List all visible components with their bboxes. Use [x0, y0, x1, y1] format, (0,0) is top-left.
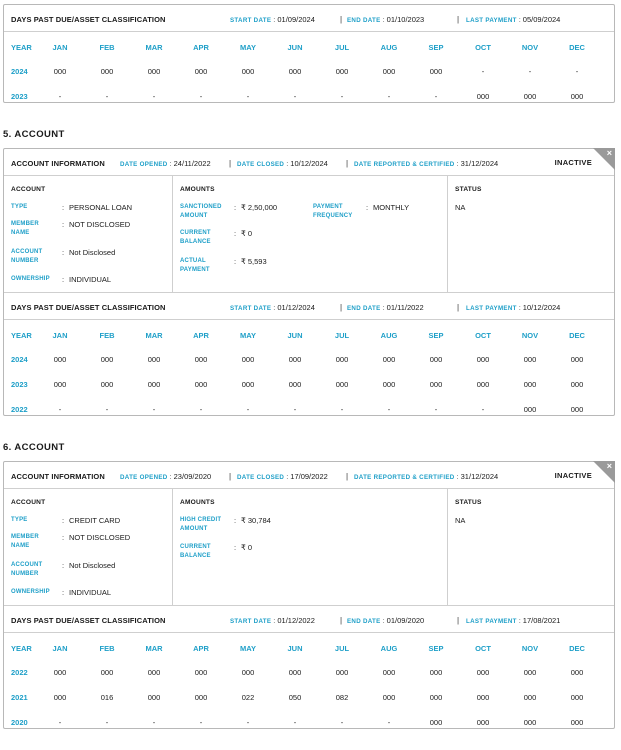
- date-opened-label: DATE OPENED: [120, 474, 168, 481]
- month-label: NOV: [521, 331, 539, 340]
- month-label: OCT: [475, 331, 491, 340]
- dpd-grid: [4, 633, 614, 728]
- amounts-column-title: AMOUNTS: [180, 499, 215, 506]
- end-date-label: END DATE: [347, 618, 381, 625]
- year-label: 2024: [11, 67, 28, 76]
- type-value: CREDIT CARD: [69, 516, 121, 525]
- sanctioned-amount-value: ₹ 2,50,000: [241, 203, 278, 212]
- dpd-cell: 000: [100, 668, 114, 677]
- dpd-cell: 000: [335, 355, 349, 364]
- dpd-cell: 000: [194, 668, 208, 677]
- dpd-cell: -: [152, 718, 156, 727]
- dpd-cell: 000: [335, 67, 349, 76]
- dpd-title: DAYS PAST DUE/ASSET CLASSIFICATION: [11, 15, 166, 24]
- member-name-value: NOT DISCLOSED: [69, 220, 131, 229]
- account-details: ACCOUNT AMOUNTS STATUS TYPE : CREDIT CARD MEMBER NAME : NOT DISCLOSED ACCOUNT NUMBER : Not Disclosed OWNERSHIP : INDIVIDUAL HIGH CREDIT AMOUNT : ₹ 30,784 CURRENT BALANCE : ₹ 0 NA: [4, 489, 614, 606]
- month-label: OCT: [475, 644, 491, 653]
- top-dpd-card: [3, 4, 615, 103]
- month-label: NOV: [521, 644, 539, 653]
- month-label: APR: [193, 43, 209, 52]
- date-closed-value: 17/09/2022: [290, 472, 328, 481]
- account-info-header: ACCOUNT INFORMATION DATE OPENED : 23/09/2020 | DATE CLOSED : 17/09/2022 | DATE REPORTED & CERTIFIED : 31/12/2024 INACTIVE: [4, 462, 614, 489]
- year-label: 2022: [11, 405, 28, 414]
- end-date: END DATE : 01/11/2022: [347, 303, 424, 312]
- dpd-year-row: [4, 668, 614, 682]
- dpd-cell: 000: [476, 693, 490, 702]
- year-label: 2023: [11, 92, 28, 101]
- dpd-cell: 082: [335, 693, 349, 702]
- dpd-cell: -: [58, 92, 62, 101]
- dpd-cell: -: [434, 405, 438, 414]
- date-opened: DATE OPENED : 23/09/2020: [120, 472, 212, 481]
- dpd-cell: -: [528, 67, 532, 76]
- month-label: JAN: [52, 43, 68, 52]
- account-6-title: 6. ACCOUNT: [3, 442, 65, 453]
- year-label: 2022: [11, 668, 28, 677]
- month-label: AUG: [380, 43, 398, 52]
- date-reported-value: 31/12/2024: [460, 159, 499, 168]
- current-balance-value: ₹ 0: [241, 229, 253, 238]
- last-payment-value: 05/09/2024: [522, 15, 561, 24]
- dpd-cell: 000: [241, 67, 255, 76]
- start-date-label: START DATE: [230, 305, 272, 312]
- month-label: MAY: [240, 331, 256, 340]
- dpd-cell: 000: [147, 693, 161, 702]
- account-5-title: 5. ACCOUNT: [3, 129, 65, 140]
- last-payment: LAST PAYMENT : 05/09/2024: [466, 15, 561, 24]
- last-payment-label: LAST PAYMENT: [466, 618, 517, 625]
- dpd-cell: -: [246, 718, 250, 727]
- month-label: MAR: [145, 331, 163, 340]
- month-header-row: [4, 644, 614, 658]
- dpd-cell: 000: [570, 693, 584, 702]
- dpd-year-row: [4, 67, 614, 81]
- dpd-cell: 000: [100, 67, 114, 76]
- dpd-cell: -: [199, 405, 203, 414]
- month-label: DEC: [569, 331, 585, 340]
- dpd-cell: 000: [476, 668, 490, 677]
- dpd-cell: 000: [288, 668, 302, 677]
- month-label: MAR: [145, 644, 163, 653]
- dpd-cell: -: [340, 405, 344, 414]
- dpd-header: DAYS PAST DUE/ASSET CLASSIFICATION START DATE : 01/09/2024 | END DATE : 01/10/2023 | LAST PAYMENT : 05/09/2024: [4, 5, 614, 32]
- month-label: MAY: [240, 43, 256, 52]
- dpd-cell: 000: [476, 92, 490, 101]
- dpd-title: DAYS PAST DUE/ASSET CLASSIFICATION: [11, 303, 166, 312]
- last-payment-label: LAST PAYMENT: [466, 17, 517, 24]
- start-date-value: 01/12/2022: [277, 616, 315, 625]
- month-label: YEAR: [11, 331, 32, 340]
- dpd-year-row: [4, 92, 614, 106]
- month-label: FEB: [99, 331, 115, 340]
- dpd-cell: 000: [288, 355, 302, 364]
- dpd-cell: -: [293, 405, 297, 414]
- month-label: OCT: [475, 43, 491, 52]
- dpd-cell: 000: [523, 668, 537, 677]
- account-info-title: ACCOUNT INFORMATION: [11, 159, 105, 168]
- current-balance-value: ₹ 0: [241, 543, 253, 552]
- end-date: END DATE : 01/10/2023: [347, 15, 425, 24]
- start-date-label: START DATE: [230, 618, 272, 625]
- month-label: FEB: [99, 43, 115, 52]
- month-label: AUG: [380, 331, 398, 340]
- dpd-cell: 000: [241, 355, 255, 364]
- status-column-title: STATUS: [455, 499, 482, 506]
- dpd-cell: 022: [241, 693, 255, 702]
- end-date-label: END DATE: [347, 305, 381, 312]
- dpd-cell: 000: [476, 380, 490, 389]
- date-opened-value: 24/11/2022: [173, 159, 211, 168]
- dpd-year-row: [4, 718, 614, 732]
- account-5-card: [3, 148, 615, 416]
- dpd-cell: -: [199, 718, 203, 727]
- dpd-cell: 000: [429, 67, 443, 76]
- account-info-title: ACCOUNT INFORMATION: [11, 472, 105, 481]
- dpd-cell: 000: [147, 355, 161, 364]
- end-date-value: 01/11/2022: [386, 303, 424, 312]
- account-info-header: ACCOUNT INFORMATION DATE OPENED : 24/11/2022 | DATE CLOSED : 10/12/2024 | DATE REPORTED & CERTIFIED : 31/12/2024 INACTIVE: [4, 149, 614, 176]
- dpd-cell: 000: [570, 405, 584, 414]
- date-closed: DATE CLOSED : 10/12/2024: [237, 159, 328, 168]
- year-label: 2021: [11, 693, 28, 702]
- dpd-cell: 000: [100, 355, 114, 364]
- end-date-label: END DATE: [347, 17, 381, 24]
- dpd-cell: 000: [241, 380, 255, 389]
- date-reported-value: 31/12/2024: [460, 472, 499, 481]
- account-column-title: ACCOUNT: [11, 499, 46, 506]
- end-date-value: 01/09/2020: [386, 616, 425, 625]
- dpd-cell: 000: [53, 355, 67, 364]
- date-opened: DATE OPENED : 24/11/2022: [120, 159, 211, 168]
- date-opened-value: 23/09/2020: [173, 472, 212, 481]
- dpd-cell: 000: [429, 693, 443, 702]
- month-label: APR: [193, 331, 209, 340]
- dpd-cell: -: [293, 718, 297, 727]
- month-label: FEB: [99, 644, 115, 653]
- dpd-year-row: [4, 693, 614, 707]
- dpd-cell: 000: [382, 693, 396, 702]
- dpd-cell: 000: [523, 380, 537, 389]
- month-label: MAY: [240, 644, 256, 653]
- month-label: JUN: [287, 43, 303, 52]
- dpd-cell: 000: [241, 668, 255, 677]
- dpd-cell: 000: [335, 380, 349, 389]
- dpd-year-row: [4, 355, 614, 369]
- dpd-cell: -: [105, 92, 109, 101]
- dpd-cell: -: [293, 92, 297, 101]
- date-reported: DATE REPORTED & CERTIFIED : 31/12/2024: [354, 472, 499, 481]
- dpd-cell: 000: [53, 380, 67, 389]
- dpd-cell: -: [199, 92, 203, 101]
- dpd-cell: 000: [194, 693, 208, 702]
- dpd-cell: -: [246, 92, 250, 101]
- status-badge: INACTIVE: [554, 158, 592, 167]
- account-number-value: Not Disclosed: [69, 248, 116, 257]
- date-opened-label: DATE OPENED: [120, 161, 168, 168]
- month-label: SEP: [428, 331, 444, 340]
- dpd-cell: -: [105, 718, 109, 727]
- dpd-cell: 000: [429, 355, 443, 364]
- dpd-cell: 000: [429, 718, 443, 727]
- account-details: ACCOUNT AMOUNTS STATUS TYPE : PERSONAL LOAN MEMBER NAME : NOT DISCLOSED ACCOUNT NUMBER : Not Disclosed OWNERSHIP : INDIVIDUAL SANCTIONED AMOUNT : ₹ 2,50,000 CURRENT BALANCE : ₹ 0 ACTUAL PAYMENT : ₹ 5,593 PAYMENT FREQUENCY : MONTHLY NA: [4, 176, 614, 293]
- start-date: START DATE : 01/12/2024: [230, 303, 315, 312]
- end-date: END DATE : 01/09/2020: [347, 616, 425, 625]
- date-closed-label: DATE CLOSED: [237, 161, 285, 168]
- last-payment-value: 10/12/2024: [522, 303, 561, 312]
- dpd-cell: -: [481, 67, 485, 76]
- month-label: DEC: [569, 43, 585, 52]
- month-label: JUL: [334, 331, 350, 340]
- dpd-cell: 000: [382, 67, 396, 76]
- account-column-title: ACCOUNT: [11, 186, 46, 193]
- dpd-cell: -: [387, 405, 391, 414]
- dpd-cell: -: [58, 718, 62, 727]
- month-label: YEAR: [11, 644, 32, 653]
- dpd-cell: 000: [429, 668, 443, 677]
- month-label: AUG: [380, 644, 398, 653]
- status-column-title: STATUS: [455, 186, 482, 193]
- dpd-cell: 000: [570, 355, 584, 364]
- date-closed: DATE CLOSED : 17/09/2022: [237, 472, 328, 481]
- month-label: YEAR: [11, 43, 32, 52]
- dpd-cell: 050: [288, 693, 302, 702]
- dpd-cell: 000: [382, 668, 396, 677]
- date-reported-label: DATE REPORTED & CERTIFIED: [354, 161, 455, 168]
- month-header-row: [4, 43, 614, 57]
- ownership-value: INDIVIDUAL: [69, 275, 112, 284]
- dpd-year-row: [4, 380, 614, 394]
- month-header-row: [4, 331, 614, 345]
- close-icon[interactable]: ×: [606, 148, 612, 158]
- dpd-cell: 000: [53, 693, 67, 702]
- month-label: JAN: [52, 331, 68, 340]
- date-reported: DATE REPORTED & CERTIFIED : 31/12/2024: [354, 159, 499, 168]
- dpd-cell: 000: [570, 380, 584, 389]
- last-payment: LAST PAYMENT : 17/08/2021: [466, 616, 561, 625]
- start-date-value: 01/12/2024: [277, 303, 315, 312]
- dpd-cell: 000: [194, 380, 208, 389]
- dpd-cell: -: [481, 405, 485, 414]
- start-date: START DATE : 01/12/2022: [230, 616, 315, 625]
- dpd-cell: -: [575, 67, 579, 76]
- month-label: SEP: [428, 644, 444, 653]
- status-value: NA: [455, 516, 466, 525]
- account-number-value: Not Disclosed: [69, 561, 116, 570]
- start-date-label: START DATE: [230, 17, 272, 24]
- dpd-cell: 000: [523, 718, 537, 727]
- dpd-cell: 000: [523, 405, 537, 414]
- dpd-cell: 000: [53, 668, 67, 677]
- dpd-cell: 000: [523, 693, 537, 702]
- close-icon[interactable]: ×: [606, 461, 612, 471]
- dpd-header: DAYS PAST DUE/ASSET CLASSIFICATION START DATE : 01/12/2022 | END DATE : 01/09/2020 | LAST PAYMENT : 17/08/2021: [4, 606, 614, 633]
- dpd-cell: 000: [194, 67, 208, 76]
- month-label: NOV: [521, 43, 539, 52]
- date-closed-value: 10/12/2024: [290, 159, 328, 168]
- month-label: MAR: [145, 43, 163, 52]
- dpd-year-row: [4, 405, 614, 419]
- dpd-cell: -: [387, 718, 391, 727]
- month-label: JAN: [52, 644, 68, 653]
- month-label: JUL: [334, 644, 350, 653]
- dpd-grid: [4, 32, 614, 104]
- dpd-cell: -: [152, 405, 156, 414]
- dpd-cell: -: [434, 92, 438, 101]
- dpd-cell: 000: [570, 92, 584, 101]
- dpd-cell: -: [105, 405, 109, 414]
- date-closed-label: DATE CLOSED: [237, 474, 285, 481]
- status-value: NA: [455, 203, 466, 212]
- type-value: PERSONAL LOAN: [69, 203, 133, 212]
- dpd-cell: -: [246, 405, 250, 414]
- dpd-cell: 000: [523, 355, 537, 364]
- dpd-cell: 000: [570, 718, 584, 727]
- payment-frequency-value: MONTHLY: [373, 203, 410, 212]
- month-label: JUL: [334, 43, 350, 52]
- dpd-cell: 000: [429, 380, 443, 389]
- year-label: 2023: [11, 380, 28, 389]
- dpd-cell: -: [340, 92, 344, 101]
- dpd-cell: -: [58, 405, 62, 414]
- dpd-grid: [4, 320, 614, 415]
- month-label: DEC: [569, 644, 585, 653]
- start-date-value: 01/09/2024: [277, 15, 315, 24]
- dpd-cell: -: [340, 718, 344, 727]
- dpd-cell: 000: [382, 355, 396, 364]
- dpd-cell: 000: [570, 668, 584, 677]
- month-label: SEP: [428, 43, 444, 52]
- dpd-cell: 000: [100, 380, 114, 389]
- dpd-cell: 000: [476, 355, 490, 364]
- ownership-value: INDIVIDUAL: [69, 588, 112, 597]
- dpd-cell: 000: [147, 668, 161, 677]
- dpd-title: DAYS PAST DUE/ASSET CLASSIFICATION: [11, 616, 166, 625]
- dpd-cell: 000: [476, 718, 490, 727]
- month-label: JUN: [287, 644, 303, 653]
- dpd-cell: 000: [523, 92, 537, 101]
- dpd-cell: 000: [335, 668, 349, 677]
- actual-payment-value: ₹ 5,593: [241, 257, 267, 266]
- last-payment-label: LAST PAYMENT: [466, 305, 517, 312]
- dpd-cell: -: [387, 92, 391, 101]
- dpd-cell: 000: [194, 355, 208, 364]
- dpd-cell: 000: [53, 67, 67, 76]
- dpd-cell: 000: [288, 380, 302, 389]
- year-label: 2020: [11, 718, 28, 727]
- dpd-cell: 000: [288, 67, 302, 76]
- start-date: START DATE : 01/09/2024: [230, 15, 315, 24]
- dpd-header: DAYS PAST DUE/ASSET CLASSIFICATION START DATE : 01/12/2024 | END DATE : 01/11/2022 | LAST PAYMENT : 10/12/2024: [4, 293, 614, 320]
- high-credit-amount-value: ₹ 30,784: [241, 516, 271, 525]
- month-label: APR: [193, 644, 209, 653]
- last-payment: LAST PAYMENT : 10/12/2024: [466, 303, 561, 312]
- member-name-value: NOT DISCLOSED: [69, 533, 131, 542]
- dpd-cell: 016: [100, 693, 114, 702]
- dpd-cell: 000: [382, 380, 396, 389]
- end-date-value: 01/10/2023: [386, 15, 425, 24]
- status-badge: INACTIVE: [554, 471, 592, 480]
- dpd-cell: 000: [147, 380, 161, 389]
- account-6-card: [3, 461, 615, 729]
- amounts-column-title: AMOUNTS: [180, 186, 215, 193]
- dpd-cell: 000: [147, 67, 161, 76]
- month-label: JUN: [287, 331, 303, 340]
- dpd-cell: -: [152, 92, 156, 101]
- date-reported-label: DATE REPORTED & CERTIFIED: [354, 474, 455, 481]
- year-label: 2024: [11, 355, 28, 364]
- last-payment-value: 17/08/2021: [522, 616, 561, 625]
